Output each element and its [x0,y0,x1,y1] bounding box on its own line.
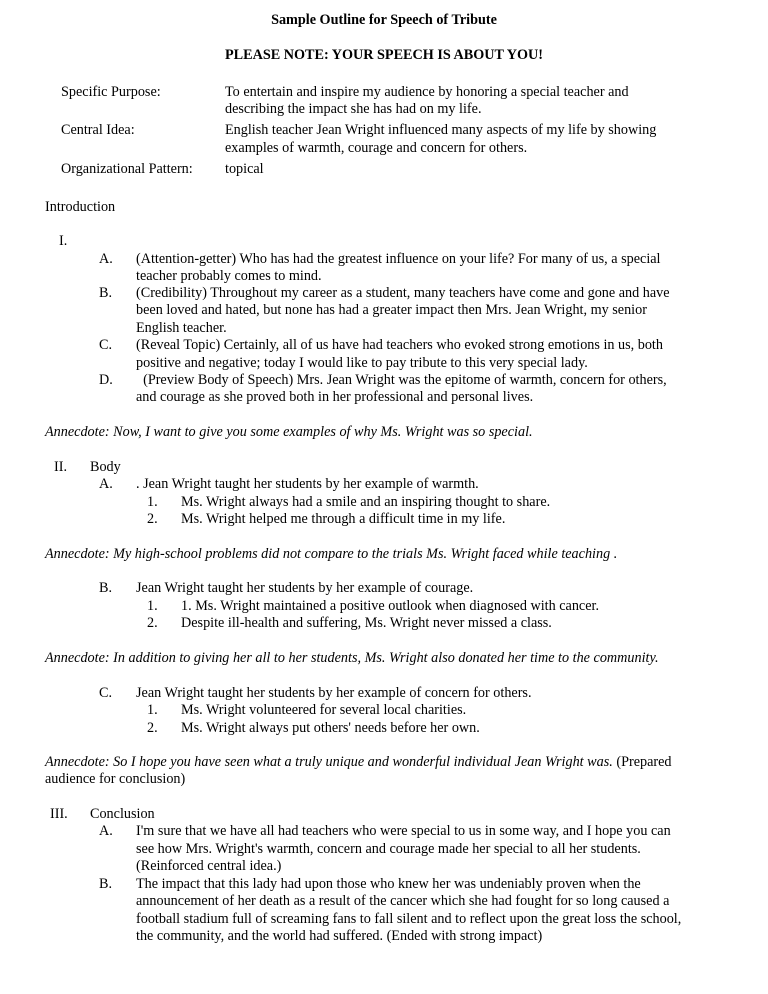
sub-point: Ms. Wright always had a smile and an inspiring thought to share. [181,494,551,510]
conclusion-letter: A. [99,823,113,839]
intro-line: (Credibility) Throughout my career as a student, many teachers have come and gone and have [136,285,670,301]
introduction-heading: Introduction [45,199,116,215]
sub-number: 1. [147,494,158,510]
sub-number: 2. [147,720,158,736]
body-point: Jean Wright taught her students by her example of courage. [136,580,474,596]
intro-letter: B. [99,285,113,301]
intro-line: teacher probably comes to mind. [136,268,322,284]
body-letter: A. [99,476,113,492]
conclusion-line: see how Mrs. Wright's warmth, concern and courage made her special to all her students. [136,841,641,857]
body-numeral: II. [54,459,67,475]
anecdote-final-line2: audience for conclusion) [45,771,186,787]
body-heading: Body [90,459,121,475]
body-letter: C. [99,685,113,701]
specific-purpose-line: To entertain and inspire my audience by honoring a special teacher and [225,84,629,100]
sub-number: 2. [147,511,158,527]
specific-purpose-label: Specific Purpose: [61,84,161,100]
anecdote: Annecdote: Now, I want to give you some examples of why Ms. Wright was so special. [45,424,533,440]
intro-letter: D. [99,372,113,388]
sub-point: Ms. Wright volunteered for several local charities. [181,702,467,718]
conclusion-numeral: III. [50,806,68,822]
conclusion-line: (Reinforced central idea.) [136,858,282,874]
intro-numeral: I. [59,233,68,249]
anecdote-final [45,754,672,771]
org-pattern-value: topical [225,161,264,177]
central-idea-label: Central Idea: [61,122,135,138]
anecdote-final-italic: Annecdote: So I hope you have seen what a truly unique and wonderful individual Jean Wright was. [45,754,613,770]
sub-point: Ms. Wright always put others' needs before her own. [181,720,480,736]
intro-letter: C. [99,337,113,353]
intro-line: and courage as she proved both in her professional and personal lives. [136,389,534,405]
conclusion-letter: B. [99,876,113,892]
conclusion-heading: Conclusion [90,806,155,822]
anecdote: Annecdote: In addition to giving her all to her students, Ms. Wright also donated her time to the community. [45,650,659,666]
body-point: . Jean Wright taught her students by her example of warmth. [136,476,479,492]
document-note: PLEASE NOTE: YOUR SPEECH IS ABOUT YOU! [225,47,543,63]
conclusion-line: The impact that this lady had upon those who knew her was undeniably proven when the [136,876,641,892]
sub-point: 1. Ms. Wright maintained a positive outlook when diagnosed with cancer. [181,598,600,614]
conclusion-line: announcement of her death as a result of the cancer which she had fought for so long caused a [136,893,670,909]
conclusion-line: the community, and the world had suffered. (Ended with strong impact) [136,928,543,944]
sub-number: 2. [147,615,158,631]
conclusion-line: I'm sure that we have all had teachers who were special to us in some way, and I hope you can [136,823,671,839]
org-pattern-label: Organizational Pattern: [61,161,193,177]
sub-number: 1. [147,598,158,614]
specific-purpose-line: describing the impact she has had on my life. [225,101,482,117]
document-title: Sample Outline for Speech of Tribute [271,12,497,28]
intro-line: (Preview Body of Speech) Mrs. Jean Wright was the epitome of warmth, concern for others, [136,372,667,388]
sub-point: Despite ill-health and suffering, Ms. Wright never missed a class. [181,615,552,631]
intro-line: been loved and hated, but none has had a greater impact then Mrs. Jean Wright, my senior [136,302,647,318]
intro-line: (Reveal Topic) Certainly, all of us have had teachers who evoked strong emotions in us, both [136,337,663,353]
body-point: Jean Wright taught her students by her example of concern for others. [136,685,532,701]
intro-letter: A. [99,251,113,267]
central-idea-line: English teacher Jean Wright influenced many aspects of my life by showing [225,122,657,138]
intro-line: (Attention-getter) Who has had the greatest influence on your life? For many of us, a special [136,251,661,267]
sub-point: Ms. Wright helped me through a difficult time in my life. [181,511,506,527]
central-idea-line: examples of warmth, courage and concern for others. [225,140,528,156]
intro-line: positive and negative; today I would like to pay tribute to this very special lady. [136,355,588,371]
anecdote: Annecdote: My high-school problems did not compare to the trials Ms. Wright faced while teaching . [45,546,618,562]
body-letter: B. [99,580,113,596]
intro-line: English teacher. [136,320,227,336]
anecdote-final-note: (Prepared [612,754,672,770]
conclusion-line: football stadium full of screaming fans to fall silent and to reflect upon the great loss the school, [136,911,682,927]
sub-number: 1. [147,702,158,718]
